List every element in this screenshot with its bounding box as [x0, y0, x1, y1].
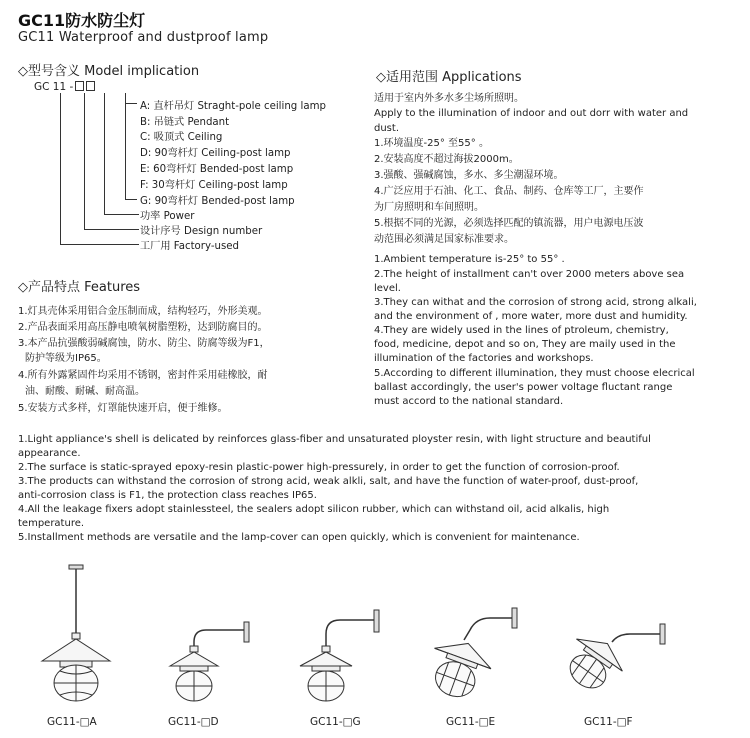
app-line-6: 4.广泛应用于石油、化工、食品、制药、仓库等工厂，主要作: [374, 186, 644, 197]
lamp-a-illustration: [30, 565, 140, 710]
model-label-design: 设计序号 Design number: [140, 226, 263, 237]
app-line-8: 5.根据不同的光源，必须选择匹配的镇流器，用户电源电压波: [374, 218, 644, 229]
app-line-11: 2.The height of installment can't over 2000 meters above sea: [374, 269, 685, 280]
lamp-g-illustration: [300, 600, 410, 710]
model-item-b: B: 吊链式 Pendant: [140, 117, 230, 128]
feature-cn-5: 5.安装方式多样，灯罩能快速开启，便于维修。: [18, 403, 228, 414]
lamp-e-illustration: [420, 600, 530, 710]
feature-en-4b: temperature.: [18, 518, 85, 529]
lamp-label-a: GC11-□A: [47, 716, 97, 728]
feature-cn-4b: 油、耐酸、耐碱、耐高温。: [25, 386, 145, 397]
lamp-label-e: GC11-□E: [446, 716, 496, 728]
app-line-12: level.: [374, 283, 401, 294]
model-item-d: D: 90弯杆灯 Ceiling-post lamp: [140, 148, 291, 159]
app-line-15: 4.They are widely used in the lines of ptroleum, chemistry,: [374, 325, 669, 336]
app-line-13: 3.They can withat and the corrosion of strong acid, strong alkali,: [374, 297, 697, 308]
app-line-9: 动范围必须满足国家标准要求。: [374, 234, 514, 245]
page-title-en: GC11 Waterproof and dustproof lamp: [18, 30, 269, 45]
model-item-g: G: 90弯杆灯 Bended-post lamp: [140, 196, 295, 207]
app-line-5: 3.强酸、强碱腐蚀，多水、多尘潮湿环境。: [374, 170, 564, 181]
feature-cn-4: 4.所有外露紧固件均采用不锈钢，密封件采用硅橡胶，耐: [18, 370, 268, 381]
app-line-20: must accord to the national standard.: [374, 396, 564, 407]
feature-en-3: 3.The products can withstand the corrosion of strong acid, weak alkli, salt, and have the function of water-proof, dust-proof,: [18, 476, 639, 487]
app-line-14: and the environment of , more water, more dust and humidity.: [374, 311, 688, 322]
app-line-2: dust.: [374, 123, 399, 134]
app-line-4: 2.安装高度不超过海拔2000m。: [374, 154, 519, 165]
lamp-label-f: GC11-□F: [584, 716, 633, 728]
model-heading: ◇型号含义 Model implication: [18, 64, 200, 79]
lamp-f-illustration: [560, 620, 680, 710]
app-line-19: ballast accordingly, the user's power voltage fluctant range: [374, 382, 673, 393]
app-line-17: illumination of the factories and workshops.: [374, 353, 594, 364]
model-code-text: GC 11 -: [34, 81, 74, 93]
lamp-d-illustration: [160, 608, 270, 713]
app-line-10: 1.Ambient temperature is-25° to 55° .: [374, 254, 565, 265]
app-line-7: 为厂房照明和车间照明。: [374, 202, 484, 213]
feature-cn-3b: 防护等级为IP65。: [25, 353, 107, 364]
feature-en-4: 4.All the leakage fixers adopt stainlessteel, the sealers adopt silicon rubber, which can withstand oil, acid alkalis, high: [18, 504, 610, 515]
model-label-power: 功率 Power: [140, 211, 195, 222]
app-line-0: 适用于室内外多水多尘场所照明。: [374, 93, 524, 104]
app-line-1: Apply to the illumination of indoor and out dorr with water and: [374, 108, 689, 119]
model-item-a: A: 直杆吊灯 Straght-pole ceiling lamp: [140, 101, 326, 112]
feature-cn-1: 1.灯具壳体采用铝合金压制而成，结构轻巧，外形美观。: [18, 306, 268, 317]
feature-en-5: 5.Installment methods are versatile and the lamp-cover can open quickly, which is convenient for maintenance.: [18, 532, 580, 543]
feature-en-1b: appearance.: [18, 448, 81, 459]
features-heading: ◇产品特点 Features: [18, 280, 141, 295]
feature-en-3b: anti-corrosion class is F1, the protection class reaches IP65.: [18, 490, 317, 501]
model-box-1: [75, 81, 84, 91]
feature-cn-3: 3.本产品抗强酸弱碱腐蚀，防水、防尘、防腐等级为F1，: [18, 338, 270, 349]
feature-cn-2: 2.产品表面采用高压静电喷氧树脂塑粉，达到防腐目的。: [18, 322, 268, 333]
feature-en-2: 2.The surface is static-sprayed epoxy-resin plastic-power high-pressurely, in order to get the function of corrosion-proof.: [18, 462, 620, 473]
model-box-2: [86, 81, 95, 91]
feature-en-1: 1.Light appliance's shell is delicated by reinforces glass-fiber and unsaturated ployster resin, with light structure and beautiful: [18, 434, 651, 445]
model-item-c: C: 吸顶式 Ceiling: [140, 132, 223, 143]
model-item-e: E: 60弯杆灯 Bended-post lamp: [140, 164, 294, 175]
model-code: [34, 81, 95, 93]
model-item-f: F: 30弯杆灯 Ceiling-post lamp: [140, 180, 288, 191]
app-line-16: food, medicine, depot and so on, They are maily used in the: [374, 339, 676, 350]
page-title-cn: GC11防水防尘灯: [18, 11, 146, 30]
model-label-factory: 工厂用 Factory-used: [140, 241, 240, 252]
lamp-label-g: GC11-□G: [310, 716, 361, 728]
applications-heading: ◇适用范围 Applications: [376, 70, 522, 85]
app-line-3: 1.环境温度-25° 至55° 。: [374, 138, 489, 149]
lamp-label-d: GC11-□D: [168, 716, 219, 728]
app-line-18: 5.According to different illumination, they must choose elecrical: [374, 368, 695, 379]
